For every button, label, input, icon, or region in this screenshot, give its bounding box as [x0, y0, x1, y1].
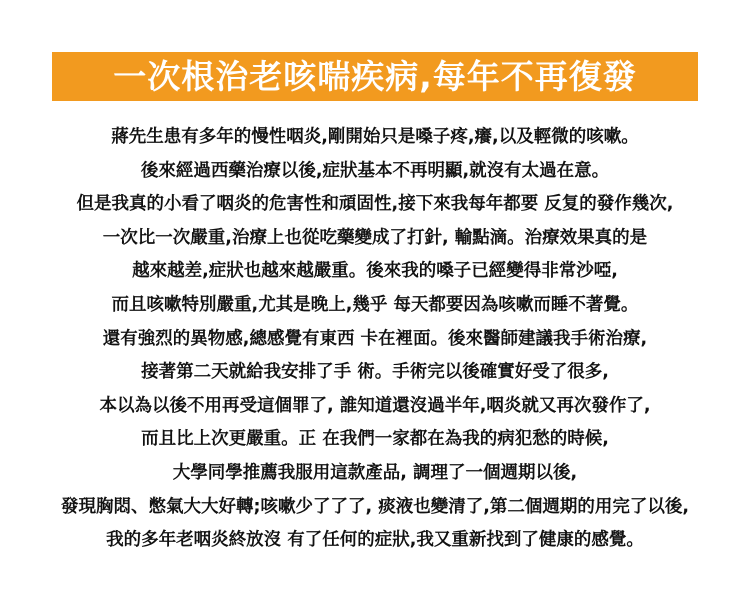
text-line-11: 大學同學推薦我服用這款產品, 調理了一個週期以後, [172, 462, 578, 483]
text-line-6: 而且咳嗽特別嚴重,尤其是晚上,幾乎 每天都要因為咳嗽而睡不著覺。 [111, 294, 639, 315]
text-line-12: 發現胸悶、憋氣大大好轉;咳嗽少了了了, 痰液也變清了,第二個週期的用完了以後, [60, 496, 690, 517]
text-line-2: 後來經過西藥治療以後,症狀基本不再明顯,就沒有太過在意。 [140, 160, 610, 181]
page-title: 一次根治老咳喘疾病,每年不再復發 [113, 57, 637, 96]
text-line-3: 但是我真的小看了咽炎的危害性和頑固性,接下來我每年都要 反复的發作幾次, [76, 194, 674, 215]
text-line-9: 本以為以後不用再受這個罪了, 誰知道還沒過半年,咽炎就又再次發作了, [99, 395, 651, 416]
text-line-4: 一次比一次嚴重,治療上也從吃藥變成了打針, 輸點滴。治療效果真的是 [102, 227, 648, 248]
text-line-13: 我的多年老咽炎終放沒 有了任何的症狀,我又重新找到了健康的感覺。 [106, 530, 644, 551]
text-line-5: 越來越差,症狀也越來越嚴重。後來我的嗓子已經變得非常沙啞, [132, 261, 618, 282]
text-line-10: 而且比上次更嚴重。正 在我們一家都在為我的病犯愁的時候, [141, 429, 609, 450]
text-line-8: 接著第二天就給我安排了手 術。手術完以後確實好受了很多, [141, 362, 609, 383]
title-banner [52, 52, 698, 101]
testimonial-text [0, 121, 750, 558]
text-line-1: 蔣先生患有多年的慢性咽炎,剛開始只是嗓子疼,癢,以及輕微的咳嗽。 [111, 127, 639, 147]
text-line-7: 還有強烈的異物感,總感覺有東西 卡在裡面。後來醫師建議我手術治療, [102, 328, 648, 349]
